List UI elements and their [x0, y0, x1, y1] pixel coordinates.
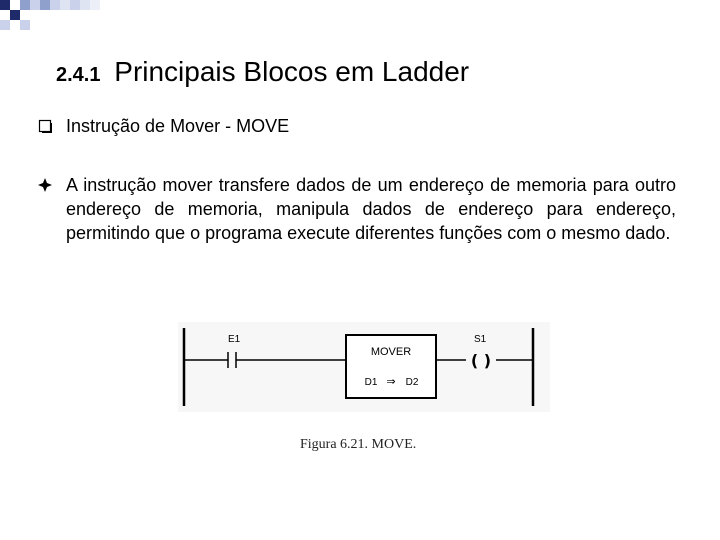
bullet-item-move	[38, 114, 289, 138]
move-block	[346, 335, 436, 398]
contact-label: E1	[228, 334, 241, 345]
ladder-move-diagram	[178, 322, 550, 412]
block-arrow: ⇒	[386, 375, 396, 388]
coil-label: S1	[474, 334, 487, 345]
block-from: D1	[364, 377, 378, 388]
block-to: D2	[405, 377, 419, 388]
square-bullet-icon	[38, 119, 52, 133]
title-text: Principais Blocos em Ladder	[114, 56, 470, 87]
slide-title	[56, 56, 469, 88]
diamond-bullet-icon	[38, 178, 52, 192]
bullet-text: A instrução mover transfere dados de um endereço de memoria para outro endereço de memoria, manipula dados de endereço para endereço, permitindo que o programa execute diferentes funções com o mesmo dado.	[66, 175, 676, 243]
block-title: MOVER	[370, 346, 412, 358]
bullet-item-description	[38, 173, 678, 245]
figure-caption: Figura 6.21. MOVE.	[300, 437, 417, 452]
bullet-text: Instrução de Mover - MOVE	[66, 116, 290, 136]
corner-squares-decoration	[0, 0, 110, 40]
coil-symbol: ( )	[470, 351, 492, 370]
section-number: 2.4.1	[56, 64, 101, 86]
